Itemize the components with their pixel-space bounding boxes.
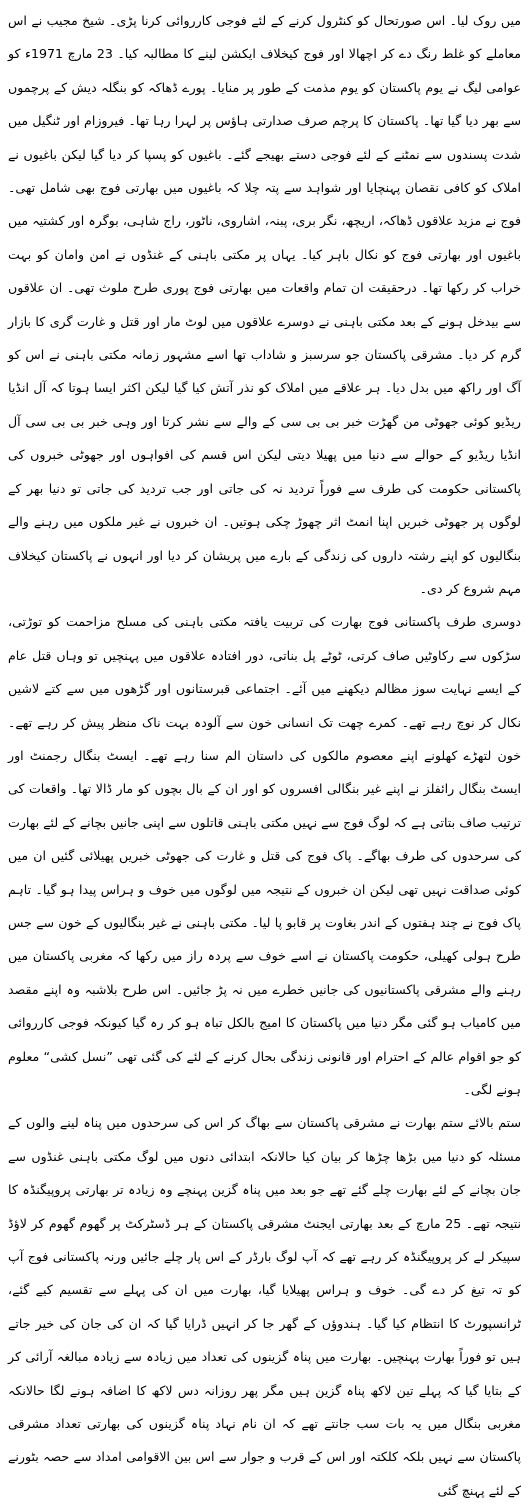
article-paragraph-2: دوسری طرف پاکستانی فوج بھارت کی تربیت یافتہ مکتی باہنی کی مسلح مزاحمت کو توڑتی، سڑکوں سے رکاوٹیں صاف کرتی، ٹوٹے پل بناتی، دور افتادہ علاقوں میں پہنچیں تو وہاں قتل عام کے ایسے نہایت سوز مظالم دیکھنے میں آئے۔ اجتماعی قبرستانوں اور گڑھوں میں سے کتے لاشیں نکال کر نوچ رہے تھے۔ کمرے چھت تک انسانی خون سے آلودہ بہت ناک منظر پیش کر رہے تھے۔ خون لتھڑے کھلونے اپنے معصوم مالکوں کی داستان الم سنا رہے تھے۔ ایسٹ بنگال رجمنٹ اور ایسٹ بنگال رائفلز نے اپنے غیر بنگالی افسروں کو اور ان کے بال بچوں کو مار ڈالا تھا۔ واقعات کی ترتیب صاف بتاتی ہے کہ لوگ فوج سے نہیں مکتی باہنی قاتلوں سے اپنی جانیں بچانے کے لئے بھارت کی سرحدوں کی طرف بھاگے۔ پاک فوج کی قتل و غارت کی جھوٹی خبریں پھیلائی گئیں ان میں کوئی صداقت نہیں تھی لیکن ان خبروں کے نتیجہ میں لوگوں میں خوف و ہراس پیدا ہو گیا۔ تاہم پاک فوج نے چند ہفتوں کے اندر بغاوت پر قابو پا لیا۔ مکتی باہنی نے غیر بنگالیوں کے خون سے جس طرح ہولی کھیلی، حکومت پاکستان نے اسے خوف سے پردہ راز میں رکھا کہ مغربی پاکستان میں رہنے والے مشرقی پاکستانیوں کی جانیں خطرے میں نہ پڑ جائیں۔ اس طرح بلاشبہ وہ اپنے مقصد میں کامیاب ہو گئی مگر دنیا میں پاکستان کا امیج بالکل تباہ ہو کر رہ گیا کیونکہ فوجی کارروائی کو جو اقوام عالم کے احترام اور قانونی زندگی بحال کرنے کے لئے کی گئی تھی ”نسل کشی“ معلوم ہونے لگی۔ (8, 614, 521, 1097)
article-paragraph-1: میں روک لیا۔ اس صورتحال کو کنٹرول کرنے کے لئے فوجی کارروائی کرنا پڑی۔ شیخ مجیب نے اس معاملے کو غلط رنگ دے کر اچھالا اور فوج کیخلاف ایکشن لینے کا مطالبہ کیا۔ 23 مارچ 1971ء کو عوامی لیگ نے یوم پاکستان کو یوم مذمت کے طور پر منایا۔ پورے ڈھاکہ کو بنگلہ دیش کے پرچموں سے بھر دیا گیا تھا۔ پاکستان کا پرچم صرف صدارتی ہاؤس پر لہرا رہا تھا۔ فیروزام اور ٹنگیل میں شدت پسندوں سے نمٹنے کے لئے فوجی دستے بھیجے گئے۔ باغیوں کو پسپا کر دیا گیا لیکن باغیوں نے املاک کو کافی نقصان پہنچایا اور شواہد سے پتہ چلا کہ باغیوں میں بھارتی فوج بھی شامل تھی۔ فوج نے مزید علاقوں ڈھاکہ، اریچھ، نگر بری، پبنہ، اشاروی، ناٹور، راج شاہی، بوگرہ اور کشتیہ میں باغیوں اور بھارتی فوج کو نکال باہر کیا۔ یہاں پر مکتی باہنی کے غنڈوں نے امن وامان کو بہت خراب کر رکھا تھا۔ درحقیقت ان تمام واقعات میں بھارتی فوج پوری طرح ملوث تھی۔ ان علاقوں سے بیدخل ہونے کے بعد مکتی باہنی نے دوسرے علاقوں میں لوٹ مار اور قتل و غارت گری کا بازار گرم کر دیا۔ مشرقی پاکستان جو سرسبز و شاداب تھا اسے مشہور زمانہ مکتی باہنی نے اس کو آگ اور راکھ میں بدل دیا۔ ہر علاقے میں املاک کو نذر آتش کیا گیا لیکن اکثر ایسا ہوتا کہ آل انڈیا ریڈیو کوئی جھوٹی من گھڑت خبر بی بی سی کے والے سے نشر کرتا اور وہی خبر بی بی سی آل انڈیا ریڈیو کے حوالے سے دنیا میں پھیلا دیتی لیکن اس قسم کی افواہوں اور جھوٹی خبروں کی پاکستانی حکومت کی طرف سے فوراً تردید نہ کی جاتی اور جب تردید کی جاتی تو دنیا بھر کے لوگوں پر جھوٹی خبریں اپنا انمٹ اثر چھوڑ چکی ہوتیں۔ ان خبروں نے غیر ملکوں میں رہنے والے بنگالیوں کو اپنے رشتہ داروں کی زندگی کے بارے میں پریشان کر دیا اور انہوں نے پاکستان کیخلاف مہم شروع کر دی۔ (8, 13, 521, 596)
article-paragraph-3: ستم بالائے ستم بھارت نے مشرقی پاکستان سے بھاگ کر اس کی سرحدوں میں پناہ لینے والوں کے مسئلہ کو دنیا میں بڑھا چڑھا کر بیان کیا حالانکہ ابتدائی دنوں میں لوگ مکتی باہنی غنڈوں سے جان بچانے کے لئے بھارت چلے گئے تھے جو بعد میں پناہ گزین پہنچے وہ زیادہ تر بھارتی پروپیگنڈہ کا نتیجہ تھے۔ 25 مارچ کے بعد بھارتی ایجنٹ مشرقی پاکستان کے ہر ڈسٹرکٹ پر گھوم گھوم کر لاؤڈ سپیکر لے کر پروپیگنڈہ کر رہے تھے کہ آپ لوگ بارڈر کے اس پار چلے جائیں ورنہ پاکستانی فوج آپ کو تہ تیغ کر دے گی۔ خوف و ہراس پھیلایا گیا، بھارت میں ان کی پہلے سے تقسیم کیے گئے، ٹرانسپورٹ کا انتظام کیا گیا۔ ہندوؤں کے گھر جا کر انہیں ڈرایا گیا کہ ان کی جان کی خیر جاتے ہیں تو فوراً بھارت پہنچیں۔ بھارت میں پناہ گزینوں کی تعداد میں زیادہ سے زیادہ مبالغہ آرائی کر کے بتایا گیا کہ پہلے تین لاکھ پناہ گزین ہیں مگر پھر روزانہ دس لاکھ کا اضافہ ہونے لگا حالانکہ مغربی بنگال میں یہ بات سب جانتے تھے کہ ان نام نہاد پناہ گزینوں کی بھارتی تعداد مشرقی پاکستان سے نہیں بلکہ کلکتہ اور اس کے قرب و جوار سے اس بین الاقوامی امداد سے حصہ بٹورنے کے لئے پہنچ گئی (8, 1115, 521, 1498)
